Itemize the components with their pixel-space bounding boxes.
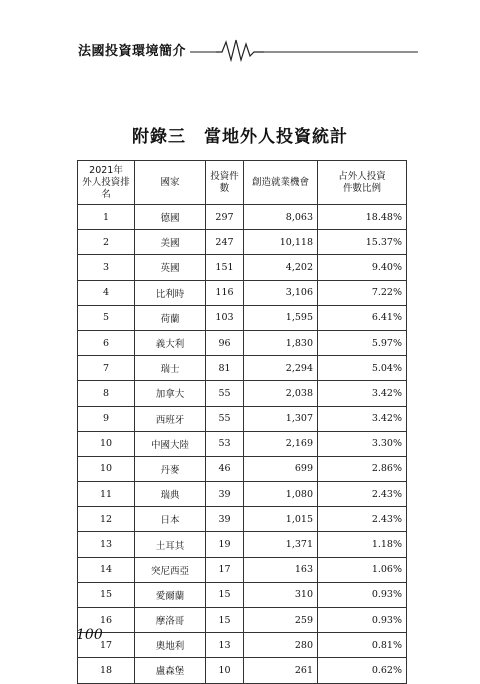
count-cell: 17 bbox=[206, 557, 244, 582]
count-cell: 116 bbox=[206, 280, 244, 305]
rank-cell: 13 bbox=[78, 532, 135, 557]
rank-cell: 16 bbox=[78, 608, 135, 633]
table-row bbox=[78, 431, 407, 456]
count-cell: 297 bbox=[206, 205, 244, 230]
table-row bbox=[78, 381, 407, 406]
header-share-line: 件數比例 bbox=[342, 182, 381, 194]
share-cell: 3.42% bbox=[318, 406, 407, 431]
table-row bbox=[78, 482, 407, 507]
table-row bbox=[78, 633, 407, 658]
share-cell: 18.48% bbox=[318, 205, 407, 230]
rank-cell: 10 bbox=[78, 456, 135, 481]
count-cell: 39 bbox=[206, 507, 244, 532]
share-cell: 0.93% bbox=[318, 582, 407, 607]
table-row bbox=[78, 557, 407, 582]
jobs-cell: 163 bbox=[244, 557, 318, 582]
rank-cell: 11 bbox=[78, 482, 135, 507]
count-cell: 81 bbox=[206, 356, 244, 381]
count-cell: 247 bbox=[206, 230, 244, 255]
count-cell: 46 bbox=[206, 456, 244, 481]
jobs-cell: 2,169 bbox=[244, 431, 318, 456]
jobs-cell: 261 bbox=[244, 658, 318, 683]
country-cell: 瑞士 bbox=[135, 356, 206, 381]
investment-statistics-table bbox=[77, 160, 407, 684]
jobs-cell: 259 bbox=[244, 608, 318, 633]
count-cell: 53 bbox=[206, 431, 244, 456]
country-cell: 比利時 bbox=[135, 280, 206, 305]
jobs-cell: 310 bbox=[244, 582, 318, 607]
country-cell: 愛爾蘭 bbox=[135, 582, 206, 607]
count-cell: 103 bbox=[206, 305, 244, 330]
table-row bbox=[78, 305, 407, 330]
rank-cell: 10 bbox=[78, 431, 135, 456]
share-cell: 15.37% bbox=[318, 230, 407, 255]
header-title: 法國投資環境簡介 bbox=[78, 40, 190, 59]
jobs-cell: 8,063 bbox=[244, 205, 318, 230]
country-cell: 德國 bbox=[135, 205, 206, 230]
table-header-row bbox=[78, 161, 407, 205]
share-cell: 7.22% bbox=[318, 280, 407, 305]
table-row bbox=[78, 608, 407, 633]
rank-cell: 5 bbox=[78, 305, 135, 330]
table-row bbox=[78, 255, 407, 280]
share-cell: 0.81% bbox=[318, 633, 407, 658]
country-cell: 丹麥 bbox=[135, 456, 206, 481]
jobs-cell: 699 bbox=[244, 456, 318, 481]
count-cell: 13 bbox=[206, 633, 244, 658]
country-cell: 日本 bbox=[135, 507, 206, 532]
share-cell: 5.97% bbox=[318, 330, 407, 355]
country-cell: 盧森堡 bbox=[135, 658, 206, 683]
jobs-cell: 280 bbox=[244, 633, 318, 658]
header-rank-line: 2021年 bbox=[89, 164, 123, 176]
country-cell: 西班牙 bbox=[135, 406, 206, 431]
jobs-cell: 1,015 bbox=[244, 507, 318, 532]
jobs-cell: 1,830 bbox=[244, 330, 318, 355]
header-count: 投資件數 bbox=[206, 161, 244, 205]
rank-cell: 6 bbox=[78, 330, 135, 355]
count-cell: 10 bbox=[206, 658, 244, 683]
country-cell: 奧地利 bbox=[135, 633, 206, 658]
share-cell: 9.40% bbox=[318, 255, 407, 280]
jobs-cell: 2,294 bbox=[244, 356, 318, 381]
rank-cell: 18 bbox=[78, 658, 135, 683]
rank-cell: 7 bbox=[78, 356, 135, 381]
country-cell: 摩洛哥 bbox=[135, 608, 206, 633]
jobs-cell: 10,118 bbox=[244, 230, 318, 255]
rank-cell: 9 bbox=[78, 406, 135, 431]
header-share-line: 占外人投資 bbox=[338, 170, 386, 182]
header-country: 國家 bbox=[135, 161, 206, 205]
share-cell: 2.43% bbox=[318, 507, 407, 532]
header-jobs: 創造就業機會 bbox=[244, 161, 318, 205]
rank-cell: 14 bbox=[78, 557, 135, 582]
share-cell: 3.42% bbox=[318, 381, 407, 406]
count-cell: 96 bbox=[206, 330, 244, 355]
table-body bbox=[78, 205, 407, 684]
country-cell: 荷蘭 bbox=[135, 305, 206, 330]
table-row bbox=[78, 356, 407, 381]
rank-cell: 17 bbox=[78, 633, 135, 658]
share-cell: 6.41% bbox=[318, 305, 407, 330]
jobs-cell: 1,080 bbox=[244, 482, 318, 507]
table-row bbox=[78, 582, 407, 607]
table-row bbox=[78, 658, 407, 683]
page-title: 附錄三 當地外人投資統計 bbox=[132, 127, 348, 147]
jobs-cell: 3,106 bbox=[244, 280, 318, 305]
share-cell: 1.18% bbox=[318, 532, 407, 557]
rank-cell: 4 bbox=[78, 280, 135, 305]
table-row bbox=[78, 280, 407, 305]
count-cell: 151 bbox=[206, 255, 244, 280]
count-cell: 55 bbox=[206, 406, 244, 431]
country-cell: 瑞典 bbox=[135, 482, 206, 507]
jobs-cell: 1,371 bbox=[244, 532, 318, 557]
count-cell: 15 bbox=[206, 582, 244, 607]
jobs-cell: 2,038 bbox=[244, 381, 318, 406]
table-row bbox=[78, 406, 407, 431]
rank-cell: 12 bbox=[78, 507, 135, 532]
table-row bbox=[78, 532, 407, 557]
share-cell: 1.06% bbox=[318, 557, 407, 582]
rank-cell: 3 bbox=[78, 255, 135, 280]
country-cell: 土耳其 bbox=[135, 532, 206, 557]
jobs-cell: 1,595 bbox=[244, 305, 318, 330]
share-cell: 5.04% bbox=[318, 356, 407, 381]
count-cell: 19 bbox=[206, 532, 244, 557]
rank-cell: 8 bbox=[78, 381, 135, 406]
rank-cell: 2 bbox=[78, 230, 135, 255]
table-row bbox=[78, 507, 407, 532]
share-cell: 2.43% bbox=[318, 482, 407, 507]
table-row bbox=[78, 205, 407, 230]
count-cell: 15 bbox=[206, 608, 244, 633]
table-row bbox=[78, 456, 407, 481]
header-rank bbox=[78, 161, 135, 205]
country-cell: 突尼西亞 bbox=[135, 557, 206, 582]
share-cell: 3.30% bbox=[318, 431, 407, 456]
header-rank-line: 外人投資排 bbox=[82, 176, 130, 188]
table-row bbox=[78, 230, 407, 255]
country-cell: 英國 bbox=[135, 255, 206, 280]
country-cell: 義大利 bbox=[135, 330, 206, 355]
page-number: 100 bbox=[76, 627, 103, 643]
table-row bbox=[78, 330, 407, 355]
count-cell: 39 bbox=[206, 482, 244, 507]
running-header bbox=[78, 38, 418, 62]
header-share bbox=[318, 161, 407, 205]
country-cell: 美國 bbox=[135, 230, 206, 255]
country-cell: 加拿大 bbox=[135, 381, 206, 406]
share-cell: 0.93% bbox=[318, 608, 407, 633]
rank-cell: 15 bbox=[78, 582, 135, 607]
count-cell: 55 bbox=[206, 381, 244, 406]
jobs-cell: 4,202 bbox=[244, 255, 318, 280]
share-cell: 0.62% bbox=[318, 658, 407, 683]
jobs-cell: 1,307 bbox=[244, 406, 318, 431]
rank-cell: 1 bbox=[78, 205, 135, 230]
header-rank-line: 名 bbox=[101, 188, 111, 200]
share-cell: 2.86% bbox=[318, 456, 407, 481]
country-cell: 中國大陸 bbox=[135, 431, 206, 456]
